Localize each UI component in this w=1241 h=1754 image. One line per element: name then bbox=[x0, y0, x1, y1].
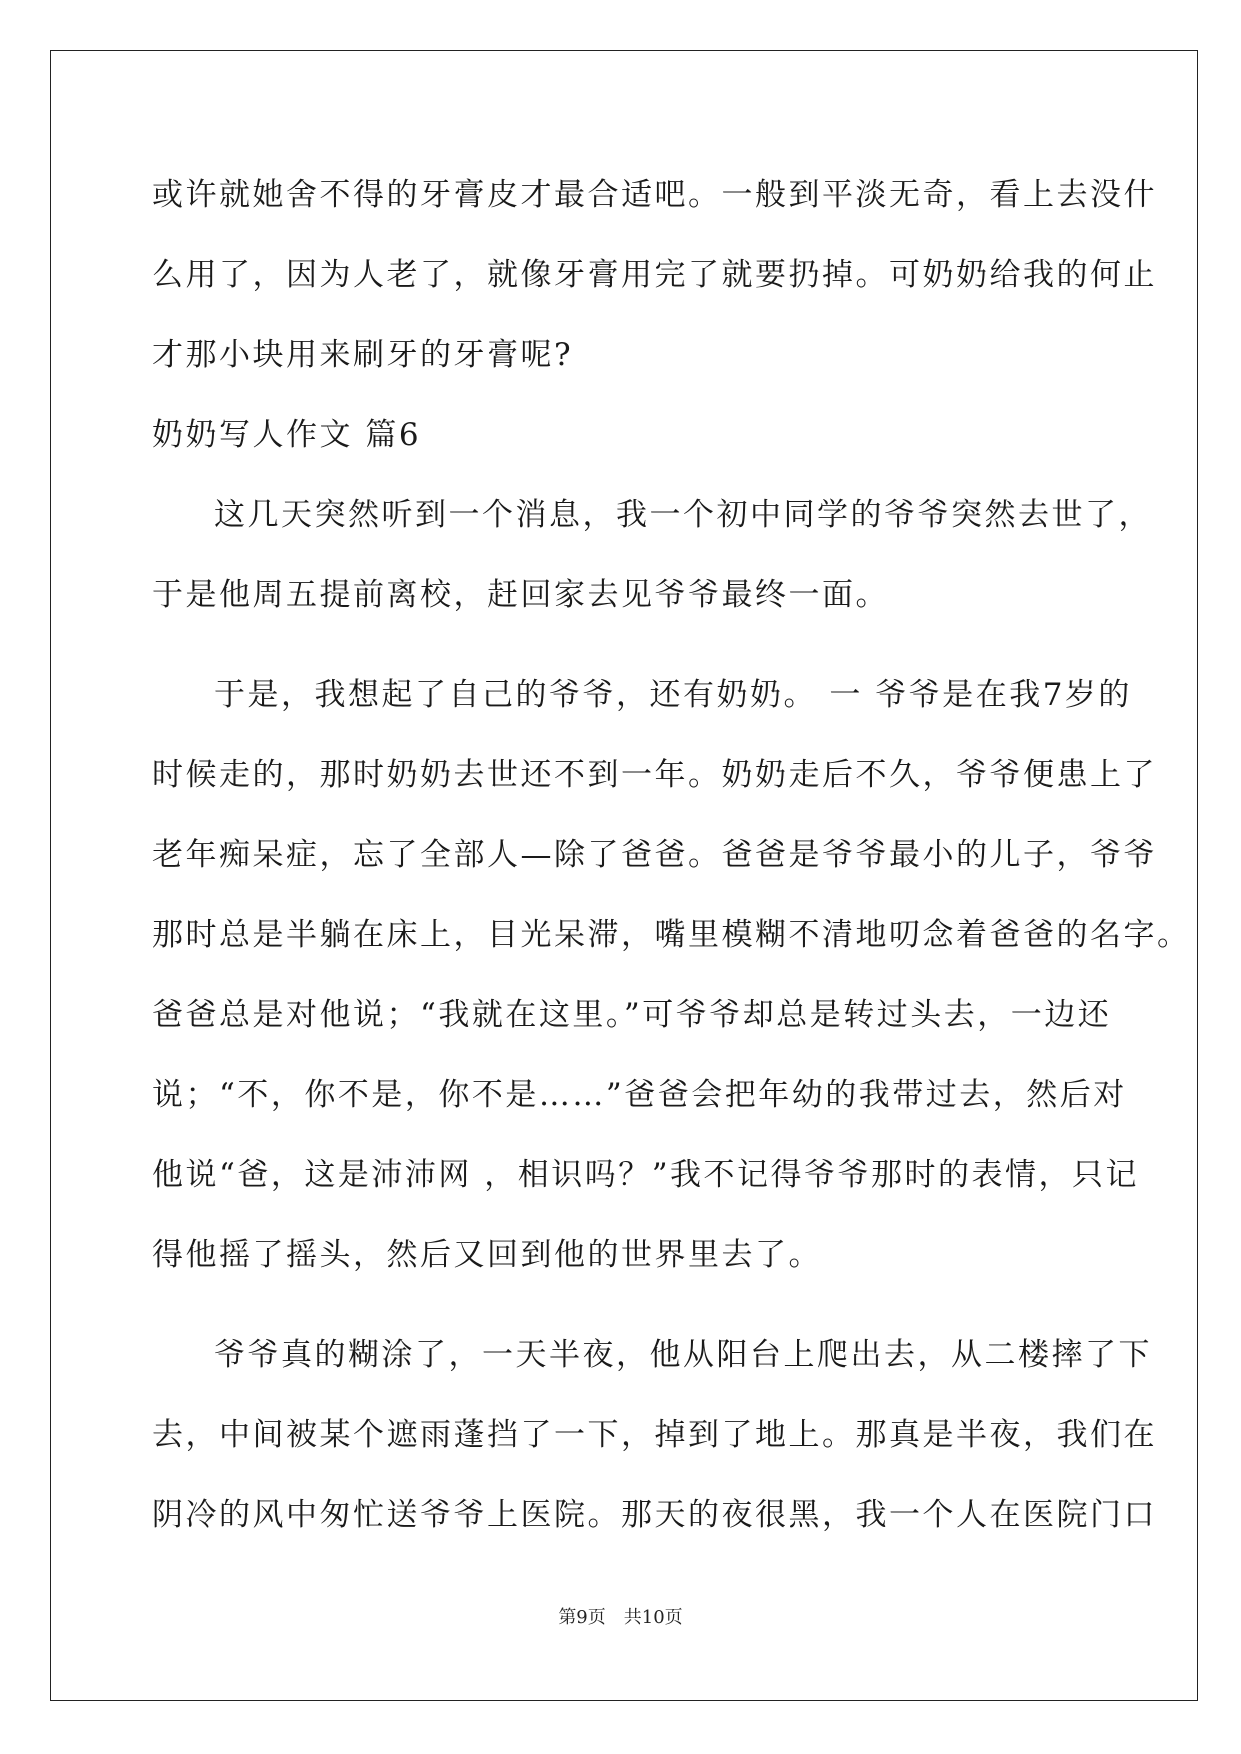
text-line: 那时总是半躺在床上，目光呆滞，嘴里模糊不清地叨念着爸爸的名字。 bbox=[152, 917, 1191, 953]
text-line: 他说“爸，这是沛沛网 ，相识吗？”我不记得爷爷那时的表情，只记 bbox=[152, 1157, 1140, 1193]
paragraph-start-line: 这几天突然听到一个消息，我一个初中同学的爷爷突然去世了， bbox=[214, 497, 1152, 533]
text-line: 爸爸总是对他说；“我就在这里。”可爷爷却总是转过头去，一边还 bbox=[152, 997, 1112, 1033]
page-number: 第9页 共10页 bbox=[558, 1607, 683, 1628]
text-line: 得他摇了摇头，然后又回到他的世界里去了。 bbox=[152, 1237, 822, 1273]
text-line: 去，中间被某个遮雨蓬挡了一下，掉到了地上。那真是半夜，我们在 bbox=[152, 1417, 1157, 1453]
text-line: 时候走的，那时奶奶去世还不到一年。奶奶走后不久，爷爷便患上了 bbox=[152, 757, 1157, 793]
text-line: 老年痴呆症，忘了全部人—除了爸爸。爸爸是爷爷最小的儿子，爷爷 bbox=[152, 837, 1157, 873]
text-line: 说；“不，你不是，你不是……”爸爸会把年幼的我带过去，然后对 bbox=[152, 1077, 1127, 1113]
text-line: 于是他周五提前离校，赶回家去见爷爷最终一面。 bbox=[152, 577, 889, 613]
text-line: 或许就她舍不得的牙膏皮才最合适吧。一般到平淡无奇，看上去没什 bbox=[152, 177, 1157, 213]
section-heading: 奶奶写人作文 篇6 bbox=[152, 417, 422, 453]
text-line: 阴冷的风中匆忙送爷爷上医院。那天的夜很黑，我一个人在医院门口 bbox=[152, 1497, 1157, 1533]
paragraph-start-line: 爷爷真的糊涂了，一天半夜，他从阳台上爬出去，从二楼摔了下 bbox=[214, 1337, 1152, 1373]
document-body bbox=[152, 165, 1191, 1565]
text-line: 么用了，因为人老了，就像牙膏用完了就要扔掉。可奶奶给我的何止 bbox=[152, 257, 1157, 293]
text-line: 才那小块用来刷牙的牙膏呢? bbox=[152, 337, 574, 373]
paragraph-start-line: 于是，我想起了自己的爷爷，还有奶奶。 一 爷爷是在我7岁的 bbox=[214, 677, 1132, 713]
